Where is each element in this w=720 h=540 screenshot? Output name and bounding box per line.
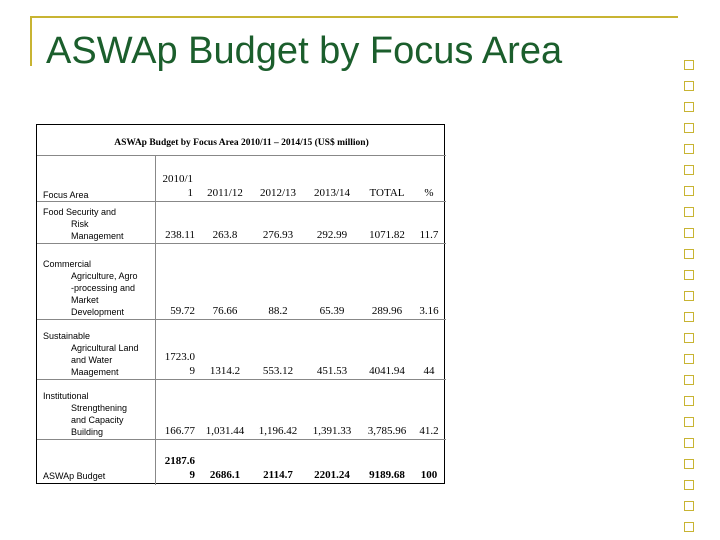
table-header-row [37, 155, 446, 202]
decorative-square [684, 186, 694, 196]
table-caption: ASWAp Budget by Focus Area 2010/11 – 2014/15 (US$ million) [114, 138, 369, 148]
decorative-square [684, 102, 694, 112]
top-accent-rule [30, 16, 678, 18]
decorative-square [684, 81, 694, 91]
row-label-line: Building [71, 427, 104, 437]
row-value-2012: 2114.7 [263, 469, 293, 481]
row-value-2012: 276.93 [262, 229, 294, 241]
decorative-square [684, 249, 694, 259]
header-total: TOTAL [369, 187, 405, 199]
decorative-square [684, 417, 694, 427]
table-row [37, 201, 446, 244]
slide-title: ASWAp Budget by Focus Area [46, 30, 563, 72]
decorative-square [684, 123, 694, 133]
row-value-total: 4041.94 [369, 365, 405, 377]
header-year-2013: 2013/14 [313, 187, 351, 199]
row-label-line: Development [71, 307, 125, 317]
row-value-total: 289.96 [371, 305, 403, 317]
budget-table [36, 124, 445, 484]
row-label [43, 206, 155, 242]
row-value-2012: 1,196.42 [258, 425, 298, 437]
row-value-2010 [155, 454, 195, 482]
table-total-row [37, 439, 446, 484]
row-value-2011: 263.8 [212, 229, 238, 241]
row-label-line: Maagement [71, 367, 119, 377]
decorative-square-column [684, 60, 694, 540]
row-value-2012: 88.2 [268, 305, 288, 317]
decorative-square [684, 312, 694, 322]
row-label-line: Agriculture, Agro [71, 271, 138, 281]
row-label-line: Agricultural Land [71, 343, 139, 353]
row-value-2013: 65.39 [319, 305, 345, 317]
row-value-2011: 2686.1 [209, 469, 241, 481]
decorative-square [684, 270, 694, 280]
header-year-2012: 2012/13 [259, 187, 297, 199]
row-value-2013: 2201.24 [314, 469, 350, 481]
header-year-2011: 2011/12 [207, 187, 243, 199]
row-label-line: Commercial [43, 259, 92, 269]
row-value-percent: 100 [420, 469, 438, 481]
row-value-total: 3,785.96 [367, 425, 407, 437]
row-label-line: Strengthening [71, 403, 128, 413]
left-accent-rule [30, 16, 32, 66]
row-label-line: and Capacity [71, 415, 124, 425]
row-value-percent: 3.16 [419, 305, 439, 317]
row-value-2013: 1,391.33 [312, 425, 352, 437]
row-value-2010-line2: 9 [189, 469, 195, 481]
row-value-percent: 11.7 [419, 229, 439, 241]
row-value-2010-line1: 2187.6 [164, 455, 195, 467]
decorative-square [684, 396, 694, 406]
row-label-line: Food Security and [43, 207, 117, 217]
decorative-square [684, 438, 694, 448]
table-row [37, 379, 446, 440]
row-label [43, 390, 155, 438]
header-percent: % [424, 187, 434, 199]
row-label-line: Market [71, 295, 99, 305]
row-value-2010: 59.72 [170, 305, 195, 317]
decorative-square [684, 333, 694, 343]
row-label-line: Institutional [43, 391, 89, 401]
row-label [43, 330, 155, 378]
row-label-line: Sustainable [43, 331, 91, 341]
decorative-square [684, 60, 694, 70]
header-year-2010-line1: 2010/1 [162, 173, 193, 185]
row-label-line: ASWAp Budget [43, 471, 106, 481]
decorative-square [684, 207, 694, 217]
row-value-2012: 553.12 [262, 365, 294, 377]
row-value-2010: 238.11 [165, 229, 195, 241]
row-label [43, 470, 155, 482]
decorative-square [684, 291, 694, 301]
decorative-square [684, 144, 694, 154]
row-value-2011: 76.66 [212, 305, 238, 317]
decorative-square [684, 501, 694, 511]
row-label-line: -processing and [71, 283, 136, 293]
row-value-total: 1071.82 [369, 229, 405, 241]
decorative-square [684, 165, 694, 175]
row-value-percent: 41.2 [419, 425, 439, 437]
header-focus-area: Focus Area [43, 190, 89, 200]
decorative-square [684, 375, 694, 385]
row-value-total: 9189.68 [369, 469, 405, 481]
table-row [37, 319, 446, 380]
row-value-2010 [155, 350, 195, 378]
row-value-2010-line1: 1723.0 [164, 351, 195, 363]
row-value-2010-line2: 9 [189, 365, 195, 377]
header-year-2010-line2: 1 [187, 187, 193, 199]
decorative-square [684, 354, 694, 364]
decorative-square [684, 522, 694, 532]
decorative-square [684, 228, 694, 238]
header-year-2010 [155, 172, 193, 200]
row-value-2013: 451.53 [316, 365, 348, 377]
row-label [43, 258, 155, 318]
decorative-square [684, 480, 694, 490]
table-row [37, 243, 446, 320]
row-label-line: and Water [71, 355, 113, 365]
row-value-2011: 1314.2 [209, 365, 241, 377]
decorative-square [684, 459, 694, 469]
row-label-line: Risk [71, 219, 89, 229]
row-value-2010: 166.77 [164, 425, 195, 437]
row-value-percent: 44 [423, 365, 435, 377]
row-value-2011: 1,031.44 [205, 425, 245, 437]
row-value-2013: 292.99 [316, 229, 348, 241]
row-label-line: Management [71, 231, 124, 241]
